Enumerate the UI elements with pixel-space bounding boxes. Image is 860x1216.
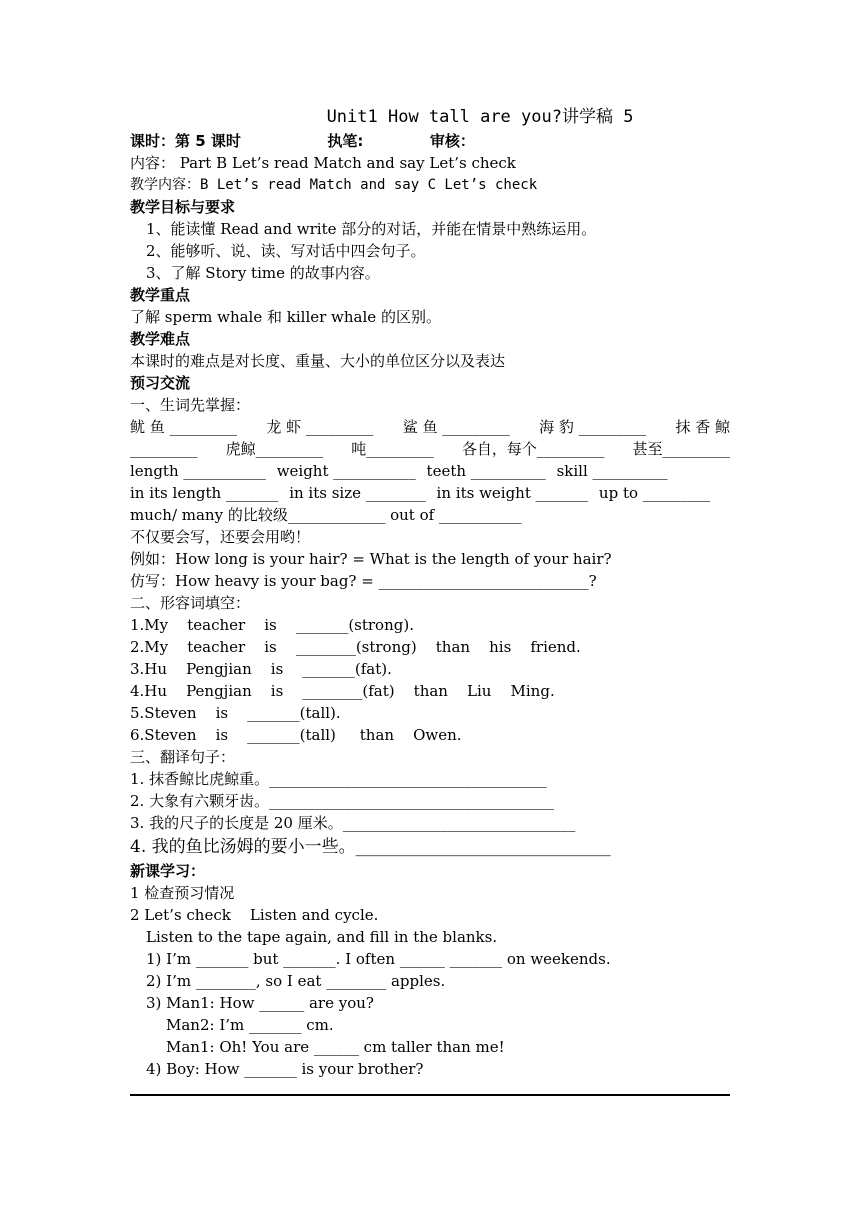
goals-heading: 教学目标与要求 <box>130 198 236 216</box>
vocab-cell: 各自，每个_________ <box>461 440 605 458</box>
teaching-content: 教学内容：B Let’s read Match and say C Let’s check <box>130 177 538 193</box>
header-row <box>130 130 730 152</box>
key-text: 了解 sperm whale 和 killer whale 的区别。 <box>130 308 441 326</box>
goal-item: 2、能够听、说、读、写对话中四会句子。 <box>146 242 426 260</box>
vocab-cell: 甚至_________ <box>632 440 730 458</box>
imitate-line: 仿写：How heavy is your bag? = ____________________________? <box>130 572 597 590</box>
new-item: 3) Man1: How ______ are you? <box>146 994 374 1012</box>
vocab-cell: 抹 香 鲸 <box>675 418 730 436</box>
vocab-cell: 鲨 鱼 _________ <box>402 418 510 436</box>
difficulty-text: 本课时的难点是对长度、重量、大小的单位区分以及表达 <box>130 352 506 370</box>
translate-item: 1. 抹香鲸比虎鲸重。_____________________________________ <box>130 770 547 788</box>
new-item: Listen to the tape again, and fill in the blanks. <box>146 928 498 946</box>
vocab-row <box>130 438 730 460</box>
vocab-cell: 龙 虾 _________ <box>266 418 374 436</box>
vocab-heading: 一、生词先掌握： <box>130 396 251 414</box>
adj-heading: 二、形容词填空： <box>130 594 251 612</box>
vocab-cell: in its size ________ <box>289 484 426 502</box>
difficulty-heading: 教学难点 <box>130 330 191 348</box>
preview-heading: 预习交流 <box>130 374 191 392</box>
adj-item: 3.Hu Pengjian is _______(fat). <box>130 660 392 678</box>
author-label: 执笔: <box>327 132 364 150</box>
new-item: 4) Boy: How _______ is your brother? <box>146 1060 424 1078</box>
adj-item: 6.Steven is _______(tall) than Owen. <box>130 726 462 744</box>
new-heading: 新课学习： <box>130 862 206 880</box>
vocab-cell: weight ___________ <box>276 462 416 480</box>
new-item: Man1: Oh! You are ______ cm taller than me! <box>166 1038 505 1056</box>
vocab-row: much/ many 的比较级_____________ out of ___________ <box>130 506 522 524</box>
vocab-cell: _________ <box>130 440 198 458</box>
goal-item: 1、能读懂 Read and write 部分的对话，并能在情景中熟练运用。 <box>146 220 597 238</box>
adj-item: 2.My teacher is ________(strong) than his friend. <box>130 638 581 656</box>
vocab-cell: skill __________ <box>556 462 668 480</box>
key-heading: 教学重点 <box>130 286 191 304</box>
lesson-label: 课时：第 5 课时 <box>130 132 241 150</box>
vocab-cell: 虎鲸_________ <box>225 440 324 458</box>
translate-item: 4. 我的鱼比汤姆的要小一些。______________________________ <box>130 837 611 857</box>
vocab-cell: 鱿 鱼 _________ <box>130 418 238 436</box>
new-item: 1 检查预习情况 <box>130 884 235 902</box>
vocab-cell: teeth __________ <box>426 462 546 480</box>
worksheet-page <box>130 104 730 1080</box>
usage-note: 不仅要会写，还要会用哟！ <box>130 528 311 546</box>
new-item: Man2: I’m _______ cm. <box>166 1016 334 1034</box>
new-item: 2 Let’s check Listen and cycle. <box>130 906 379 924</box>
vocab-cell: up to _________ <box>598 484 711 502</box>
footer-rule <box>130 1094 730 1096</box>
translate-heading: 三、翻译句子： <box>130 748 236 766</box>
translate-item: 3. 我的尺子的长度是 20 厘米。_______________________________ <box>130 814 576 832</box>
vocab-row <box>130 482 730 504</box>
page-title: Unit1 How tall are you?讲学稿 5 <box>326 107 634 127</box>
vocab-cell: in its weight _______ <box>436 484 589 502</box>
new-item: 2) I’m ________, so I eat ________ apples. <box>146 972 446 990</box>
adj-item: 1.My teacher is _______(strong). <box>130 616 414 634</box>
vocab-cell: in its length _______ <box>130 484 279 502</box>
adj-item: 5.Steven is _______(tall). <box>130 704 341 722</box>
new-item: 1) I’m _______ but _______. I often ______ _______ on weekends. <box>146 950 611 968</box>
adj-item: 4.Hu Pengjian is ________(fat) than Liu Ming. <box>130 682 555 700</box>
goal-item: 3、了解 Story time 的故事内容。 <box>146 264 380 282</box>
vocab-row <box>130 416 730 438</box>
vocab-cell: 吨_________ <box>351 440 434 458</box>
vocab-row <box>130 460 730 482</box>
example-line: 例如：How long is your hair? = What is the length of your hair? <box>130 550 612 568</box>
content-line: 内容： Part B Let’s read Match and say Let’s check <box>130 154 516 172</box>
vocab-cell: 海 豹 _________ <box>539 418 647 436</box>
reviewer-label: 审核： <box>429 132 475 150</box>
vocab-cell: length ___________ <box>130 462 266 480</box>
translate-item: 2. 大象有六颗牙齿。______________________________________ <box>130 792 555 810</box>
